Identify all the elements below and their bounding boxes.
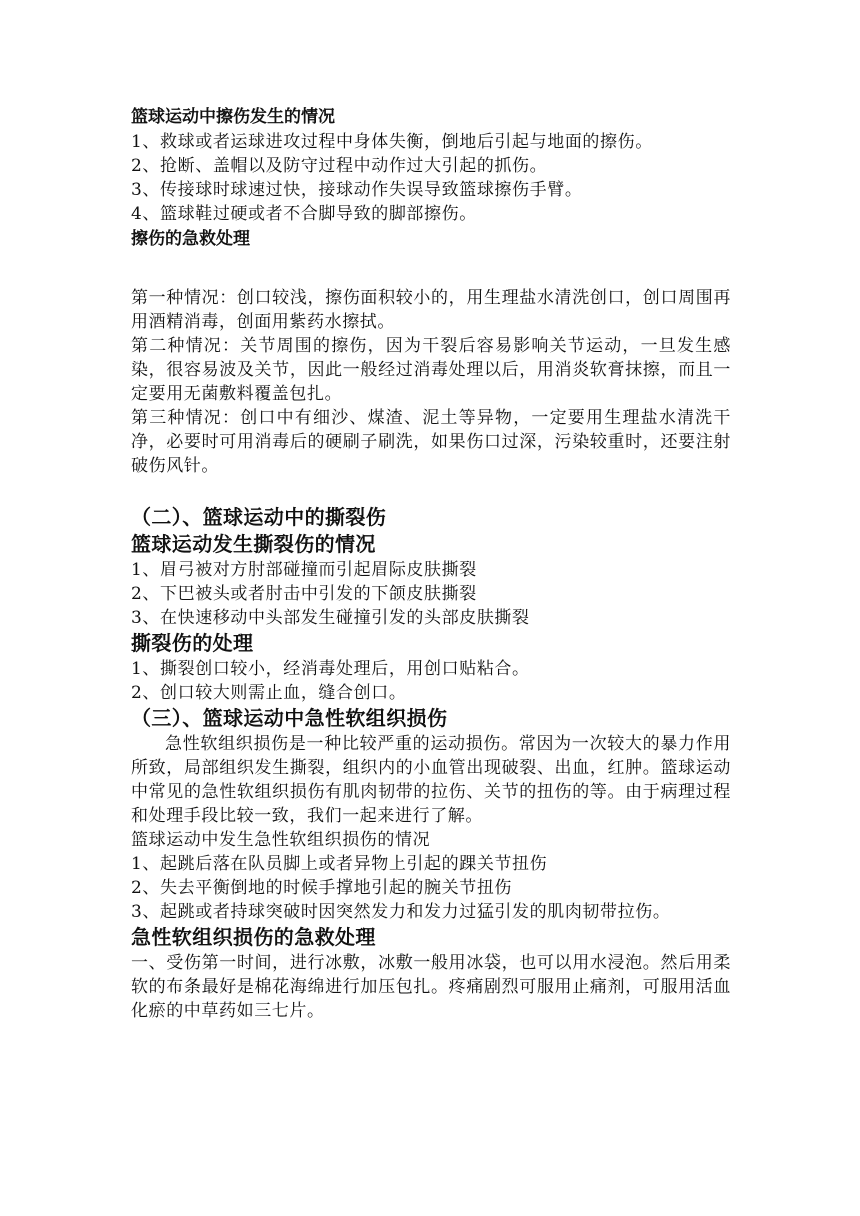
soft-tissue-intro: 急性软组织损伤是一种比较严重的运动损伤。常因为一次较大的暴力作用所致，局部组织发生撕裂，组织内的小血管出现破裂、出血，红肿。篮球运动中常见的急性软组织损伤有肌肉韧带的拉伤、关节的扭伤的等。由于病理过程和处理手段比较一致，我们一起来进行了解。 — [131, 734, 731, 826]
soft-tissue-cause-3: 3、起跳或者持球突破时因突然发力和发力过猛引发的肌肉韧带拉伤。 — [131, 902, 671, 922]
laceration-cause-1: 1、眉弓被对方肘部碰撞而引起眉际皮肤撕裂 — [131, 560, 477, 580]
soft-tissue-cause-2: 2、失去平衡倒地的时候手撑地引起的腕关节扭伤 — [131, 878, 513, 898]
section-title-soft-tissue: （三）、篮球运动中急性软组织损伤 — [131, 706, 448, 730]
laceration-treatment-2: 2、创口较大则需止血，缝合创口。 — [131, 683, 407, 703]
abrasion-cause-2: 2、抢断、盖帽以及防守过程中动作过大引起的抓伤。 — [131, 156, 548, 176]
soft-tissue-first-aid-text: 一、受伤第一时间，进行冰敷，冰敷一般用冰袋，也可以用水浸泡。然后用柔软的布条最好是棉花海绵进行加压包扎。疼痛剧烈可服用止痛剂，可服用活血化瘀的中草药如三七片。 — [131, 953, 731, 1021]
laceration-treatment-heading: 撕裂伤的处理 — [131, 631, 254, 655]
spacer — [131, 478, 731, 504]
abrasion-case-2: 第二种情况：关节周围的擦伤，因为干裂后容易影响关节运动，一旦发生感染，很容易波及关节，因此一般经过消毒处理以后，用消炎软膏抹擦，而且一定要用无菌敷料覆盖包扎。 — [131, 336, 731, 404]
abrasion-cause-4: 4、篮球鞋过硬或者不合脚导致的脚部擦伤。 — [131, 204, 477, 224]
abrasion-case-3: 第三种情况：创口中有细沙、煤渣、泥土等异物，一定要用生理盐水清洗干净，必要时可用消毒后的硬刷子刷洗，如果伤口过深，污染较重时，还要注射破伤风针。 — [131, 408, 731, 476]
soft-tissue-first-aid-heading: 急性软组织损伤的急救处理 — [131, 925, 376, 949]
soft-tissue-causes-heading: 篮球运动中发生急性软组织损伤的情况 — [131, 830, 431, 850]
soft-tissue-cause-1: 1、起跳后落在队员脚上或者异物上引起的踝关节扭伤 — [131, 854, 548, 874]
laceration-causes-heading: 篮球运动发生撕裂伤的情况 — [131, 532, 376, 556]
section-title-laceration: （二）、篮球运动中的撕裂伤 — [131, 505, 387, 529]
laceration-cause-3: 3、在快速移动中头部发生碰撞引发的头部皮肤撕裂 — [131, 608, 530, 628]
abrasion-case-1: 第一种情况：创口较浅，擦伤面积较小的，用生理盐水清洗创口，创口周围再用酒精消毒，创面用紫药水擦拭。 — [131, 288, 731, 332]
abrasion-causes-heading: 篮球运动中擦伤发生的情况 — [131, 107, 335, 127]
spacer — [131, 252, 731, 286]
abrasion-cause-3: 3、传接球时球速过快，接球动作失误导致篮球擦伤手臂。 — [131, 180, 583, 200]
abrasion-first-aid-heading: 擦伤的急救处理 — [131, 229, 250, 249]
abrasion-cause-1: 1、救球或者运球进攻过程中身体失衡，倒地后引起与地面的擦伤。 — [131, 132, 653, 152]
document-page — [131, 104, 731, 1023]
laceration-treatment-1: 1、撕裂创口较小，经消毒处理后，用创口贴粘合。 — [131, 659, 530, 679]
laceration-cause-2: 2、下巴被头或者肘击中引发的下颌皮肤撕裂 — [131, 584, 477, 604]
